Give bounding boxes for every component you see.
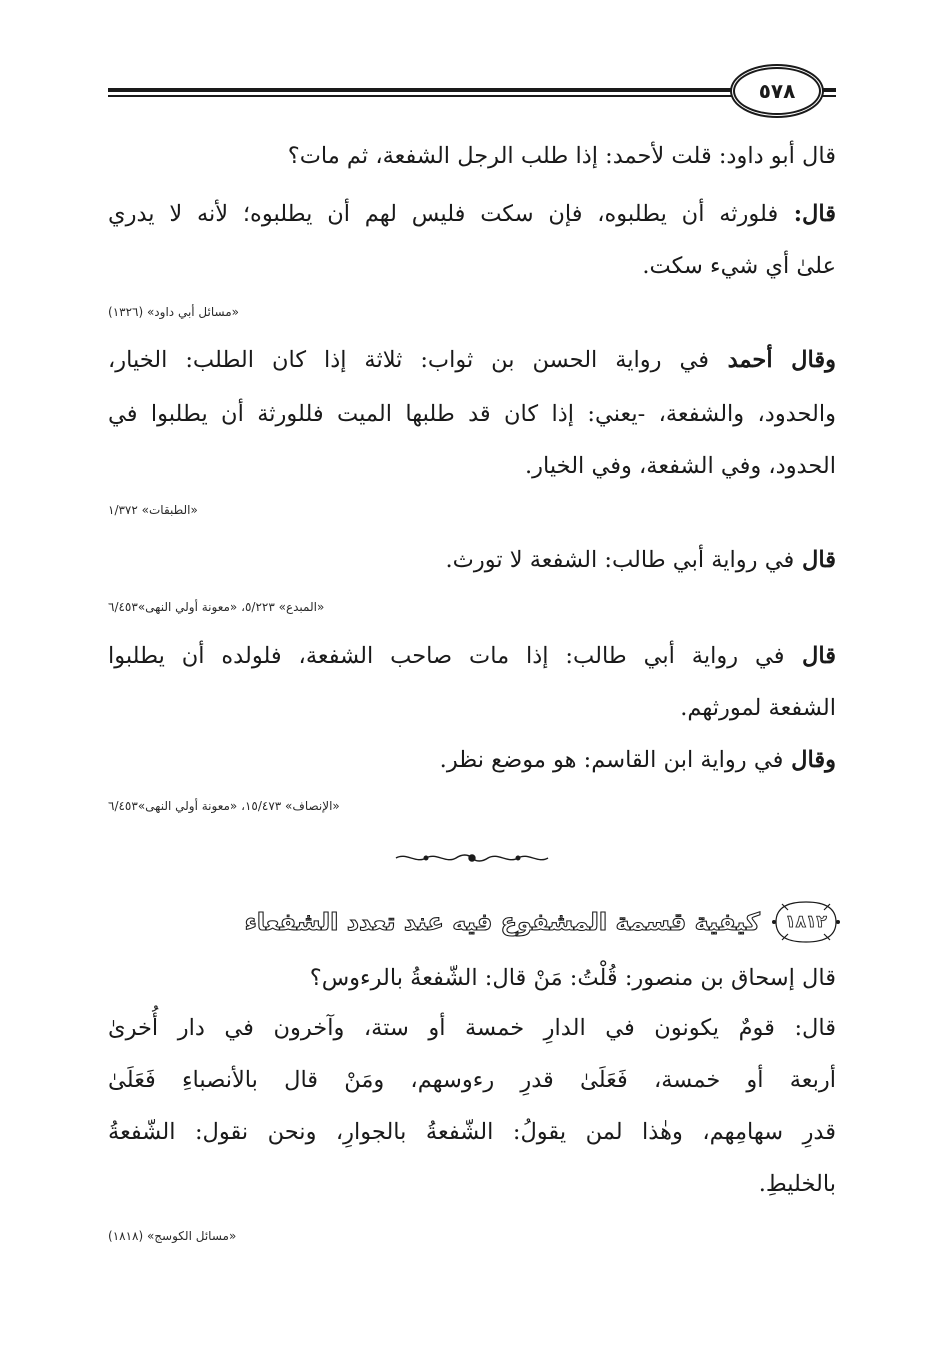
text-line xyxy=(108,1060,836,1100)
text-run: في رواية أبي طالب: الشفعة لا تورث. xyxy=(445,547,795,573)
source-citation: «مسائل الكوسج» (١٨١٨) xyxy=(108,1229,237,1243)
text-run: الحدود، وفي الشفعة، وفي الخيار. xyxy=(525,453,836,479)
bold-lead-word: قال: xyxy=(778,201,836,227)
text-line xyxy=(108,740,836,780)
text-line xyxy=(108,340,836,380)
text-run: قدرِ سهامِهم، وهٰذا لمن يقولُ: الشّفعةُ بالجوارِ، ونحن نقول: الشّفعةُ xyxy=(108,1119,836,1145)
section-number: ١٨١٢ xyxy=(785,912,827,932)
text-line xyxy=(108,1164,836,1204)
text-run: بالخليطِ. xyxy=(758,1171,836,1197)
source-citation: «الطبقات» ١/٣٧٢ xyxy=(108,503,198,517)
text-line xyxy=(108,394,836,434)
section-title: كيفية قسمة المشفوع فيه عند تعدد الشفعاء xyxy=(244,908,760,936)
text-line xyxy=(108,688,836,728)
text-line xyxy=(108,540,836,580)
text-run: في رواية ابن القاسم: هو موضع نظر. xyxy=(439,747,784,773)
bold-lead-word: وقال أحمد xyxy=(708,347,836,373)
header-rule-thin xyxy=(108,95,738,97)
text-line xyxy=(108,1112,836,1152)
text-line xyxy=(108,194,836,234)
text-run: في رواية أبي طالب: إذا مات صاحب الشفعة، فلولده أن يطلبوا xyxy=(108,643,785,669)
text-run: قال: قومٌ يكونون في الدارِ خمسة أو ستة، وآخرون في دار أُخرىٰ xyxy=(108,1015,836,1041)
text-run: علىٰ أي شيء سكت. xyxy=(642,253,836,279)
text-run: والحدود، والشفعة، -يعني: إذا كان قد طلبها الميت فللورثة أن يطلبوا في xyxy=(108,401,836,427)
text-line xyxy=(108,958,836,998)
page-number: ٥٧٨ xyxy=(730,64,824,118)
source-citation: «مسائل أبي داود» (١٣٢٦) xyxy=(108,305,239,319)
header-rule-thick xyxy=(108,88,738,92)
bold-lead-word: وقال xyxy=(783,747,836,773)
bold-lead-word: قال xyxy=(794,547,836,573)
text-line xyxy=(108,246,836,286)
text-line xyxy=(108,1008,836,1048)
source-citation: «الإنصاف» ١٥/٤٧٣، «معونة أولي النهى»٦/٤٥٣ xyxy=(108,799,340,813)
text-line xyxy=(108,636,836,676)
text-run: في رواية الحسن بن ثواب: ثلاثة إذا كان الطلب: الخيار، xyxy=(108,347,709,373)
ornament-divider xyxy=(392,850,552,866)
text-line xyxy=(108,136,836,176)
bold-lead-word: قال xyxy=(784,643,836,669)
source-citation: «المبدع» ٥/٢٢٣، «معونة أولي النهى»٦/٤٥٣ xyxy=(108,600,325,614)
text-run: الشفعة لمورثهم. xyxy=(680,695,836,721)
text-line xyxy=(108,446,836,486)
text-run: قال إسحاق بن منصور: قُلْتُ: مَنْ قال: الشّفعةُ بالرءوس؟ xyxy=(309,965,836,991)
text-run: أربعة أو خمسة، فَعَلَىٰ قدرِ رءوسهم، ومَنْ قال بالأنصباءِ فَعَلَىٰ xyxy=(108,1067,836,1093)
text-run: فلورثه أن يطلبوه، فإن سكت فليس لهم أن يطلبوه؛ لأنه لا يدري xyxy=(108,201,779,227)
text-run: قال أبو داود: قلت لأحمد: إذا طلب الرجل الشفعة، ثم مات؟ xyxy=(287,143,836,169)
